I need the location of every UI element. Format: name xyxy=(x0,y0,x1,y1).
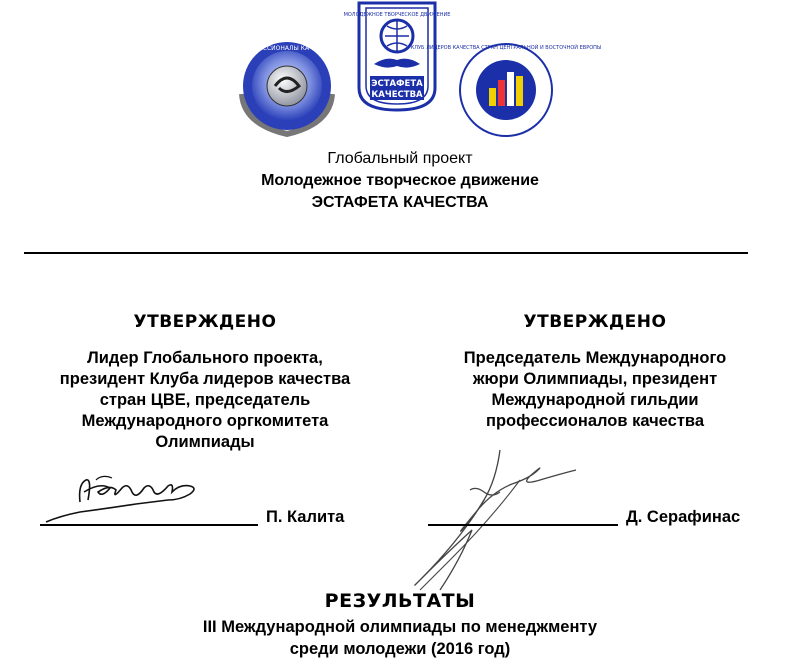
svg-text:КАЧЕСТВА: КАЧЕСТВА xyxy=(371,90,423,100)
left-approved-heading: УТВЕРЖДЕНО xyxy=(133,312,277,332)
project-label: Глобальный проект xyxy=(327,150,473,167)
left-approver-title xyxy=(0,348,410,453)
right-title-line: жюри Олимпиады, президент xyxy=(472,370,718,388)
left-title-line: Олимпиады xyxy=(155,433,255,451)
right-signature-line xyxy=(428,524,618,526)
left-title-line: президент Клуба лидеров качества xyxy=(59,370,351,388)
right-approver-title xyxy=(400,348,790,432)
movement-name: Молодежное творческое движение xyxy=(261,172,539,189)
left-signatory-name: П. Калита xyxy=(266,508,345,526)
quality-leaders-club-logo xyxy=(410,40,602,140)
svg-text:ПРОФЕССИОНАЛЫ КАЧЕСТВА: ПРОФЕССИОНАЛЫ КАЧЕСТВА xyxy=(240,45,334,52)
right-signatory-name: Д. Серафинас xyxy=(626,508,741,526)
quality-professionals-badge-logo xyxy=(232,36,342,138)
results-heading: РЕЗУЛЬТАТЫ xyxy=(324,590,476,612)
svg-text:ЭСТАФЕТА: ЭСТАФЕТА xyxy=(371,79,423,89)
right-approved-heading: УТВЕРЖДЕНО xyxy=(523,312,667,332)
left-signature xyxy=(40,470,220,530)
left-title-line: Международного оргкомитета xyxy=(81,412,329,430)
estafeta-kachestva-logo xyxy=(343,0,451,112)
right-title-line: профессионалов качества xyxy=(485,412,704,430)
svg-text:КЛУБ ЛИДЕРОВ КАЧЕСТВА СТРАН ЦЕ: КЛУБ ЛИДЕРОВ КАЧЕСТВА СТРАН ЦЕНТРАЛЬНОЙ И ВОСТОЧНОЙ ЕВРОПЫ xyxy=(410,45,602,51)
right-title-line: Председатель Международного xyxy=(463,349,727,367)
movement-title: ЭСТАФЕТА КАЧЕСТВА xyxy=(311,194,489,211)
left-title-line: стран ЦВЕ, председатель xyxy=(99,391,311,409)
results-subtitle-line1: III Международной олимпиады по менеджменту xyxy=(202,618,598,636)
right-title-line: Международной гильдии xyxy=(491,391,699,409)
svg-text:МОЛОДЕЖНОЕ ТВОРЧЕСКОЕ ДВИЖЕНИЕ: МОЛОДЕЖНОЕ ТВОРЧЕСКОЕ ДВИЖЕНИЕ xyxy=(343,12,451,18)
header-divider xyxy=(24,252,748,254)
right-signature xyxy=(380,440,590,600)
left-title-line: Лидер Глобального проекта, xyxy=(87,349,323,367)
left-signature-line xyxy=(40,524,258,526)
results-subtitle-line2: среди молодежи (2016 год) xyxy=(289,640,511,658)
